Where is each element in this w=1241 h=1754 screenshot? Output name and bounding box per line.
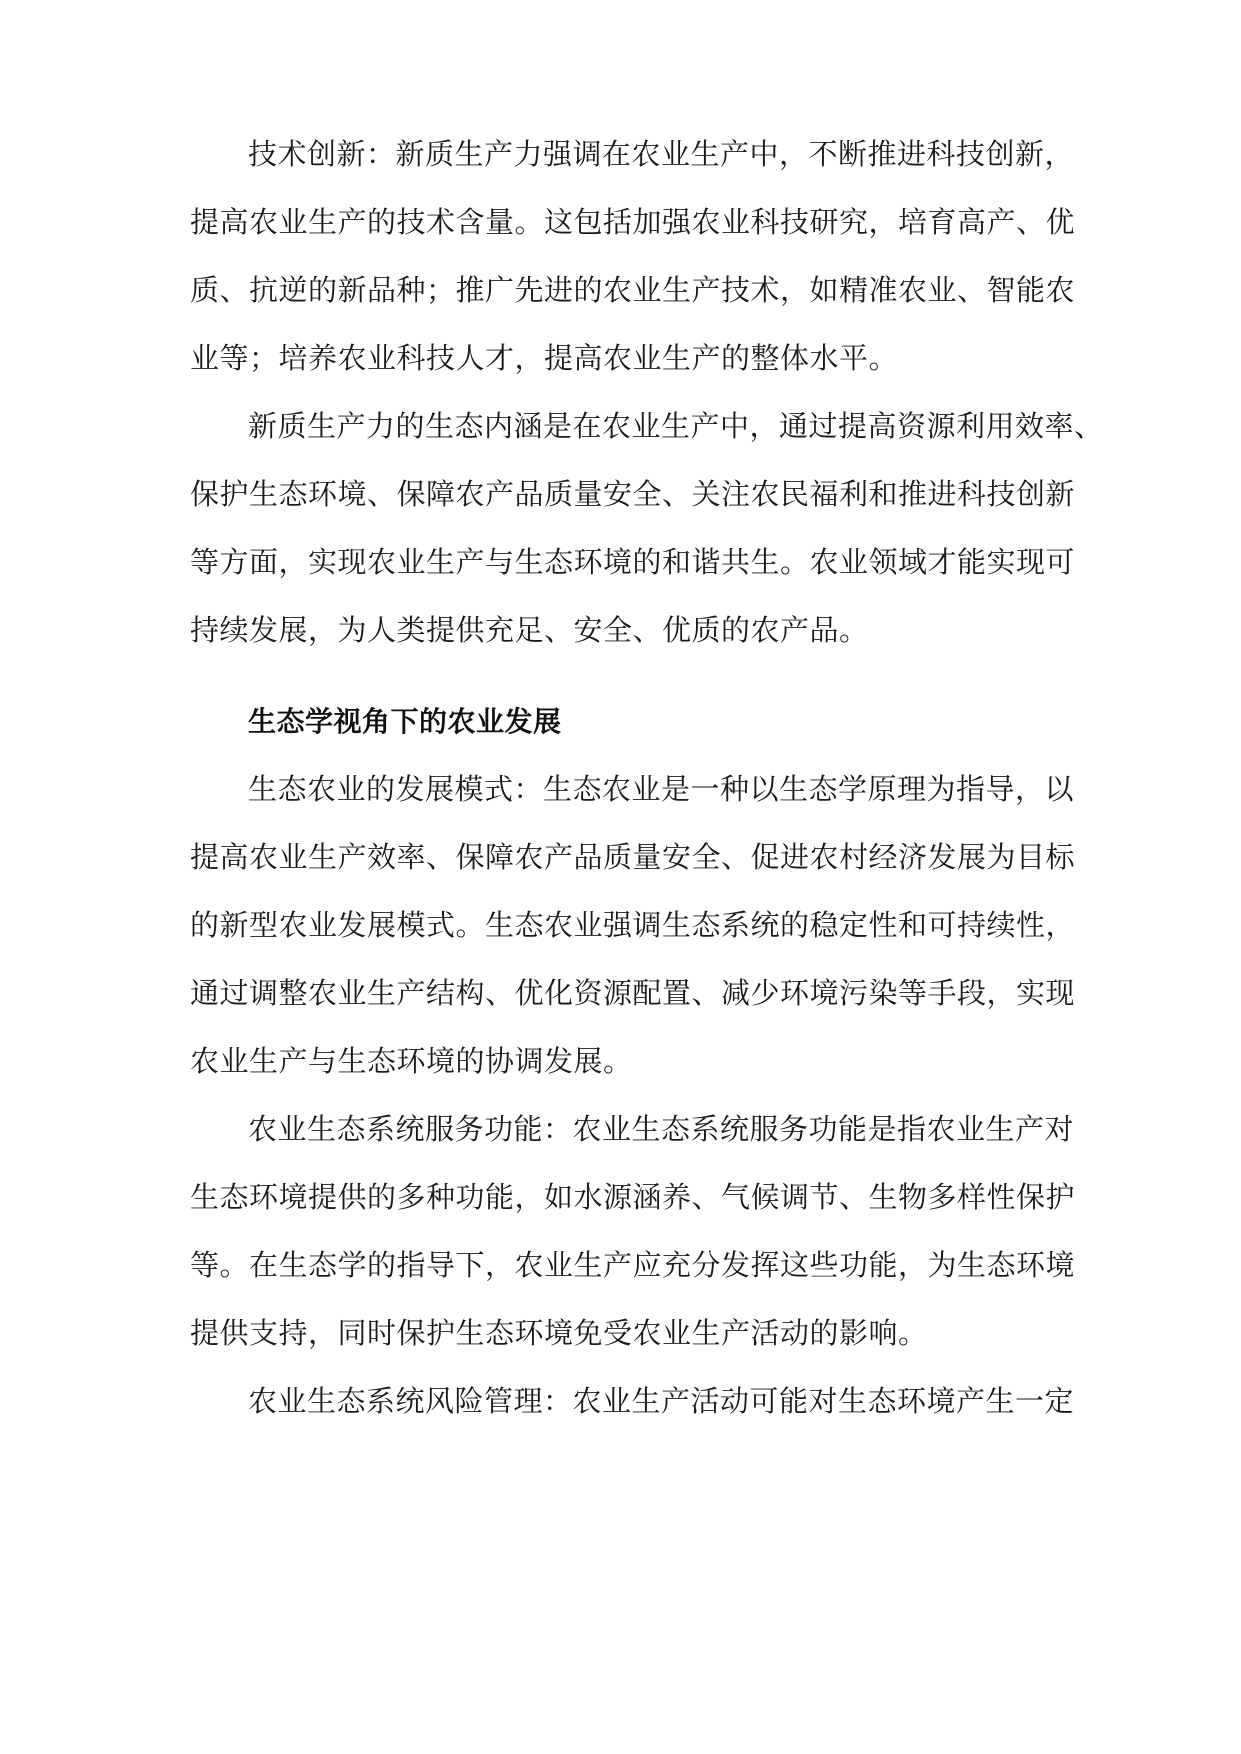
- paragraph-line: 提供支持，同时保护生态环境免受农业生产活动的影响。: [190, 1316, 928, 1350]
- paragraph-line: 生态农业的发展模式：生态农业是一种以生态学原理为指导，以: [248, 772, 1075, 806]
- paragraph-line: 技术创新：新质生产力强调在农业生产中，不断推进科技创新，: [248, 137, 1075, 171]
- paragraph-line: 保护生态环境、保障农产品质量安全、关注农民福利和推进科技创新: [190, 477, 1076, 511]
- paragraph-line: 业等；培养农业科技人才，提高农业生产的整体水平。: [190, 341, 899, 375]
- paragraph-line: 农业生态系统风险管理：农业生产活动可能对生态环境产生一定: [248, 1384, 1075, 1418]
- paragraph-line: 提高农业生产的技术含量。这包括加强农业科技研究，培育高产、优: [190, 205, 1076, 239]
- paragraph-line: 生态环境提供的多种功能，如水源涵养、气候调节、生物多样性保护: [190, 1180, 1076, 1214]
- paragraph-line: 农业生产与生态环境的协调发展。: [190, 1044, 633, 1078]
- paragraph-line: 农业生态系统服务功能：农业生态系统服务功能是指农业生产对: [248, 1112, 1075, 1146]
- paragraph-line: 等。在生态学的指导下，农业生产应充分发挥这些功能，为生态环境: [190, 1248, 1076, 1282]
- paragraph-line: 等方面，实现农业生产与生态环境的和谐共生。农业领域才能实现可: [190, 545, 1076, 579]
- paragraph-line: 提高农业生产效率、保障农产品质量安全、促进农村经济发展为目标: [190, 840, 1076, 874]
- paragraph-line: 新质生产力的生态内涵是在农业生产中，通过提高资源利用效率、: [248, 409, 1104, 443]
- paragraph-line: 通过调整农业生产结构、优化资源配置、减少环境污染等手段，实现: [190, 976, 1076, 1010]
- section-heading: 生态学视角下的农业发展: [248, 705, 562, 738]
- paragraph-line: 的新型农业发展模式。生态农业强调生态系统的稳定性和可持续性，: [190, 908, 1076, 942]
- paragraph-line: 持续发展，为人类提供充足、安全、优质的农产品。: [190, 613, 869, 647]
- paragraph-line: 质、抗逆的新品种；推广先进的农业生产技术，如精准农业、智能农: [190, 273, 1076, 307]
